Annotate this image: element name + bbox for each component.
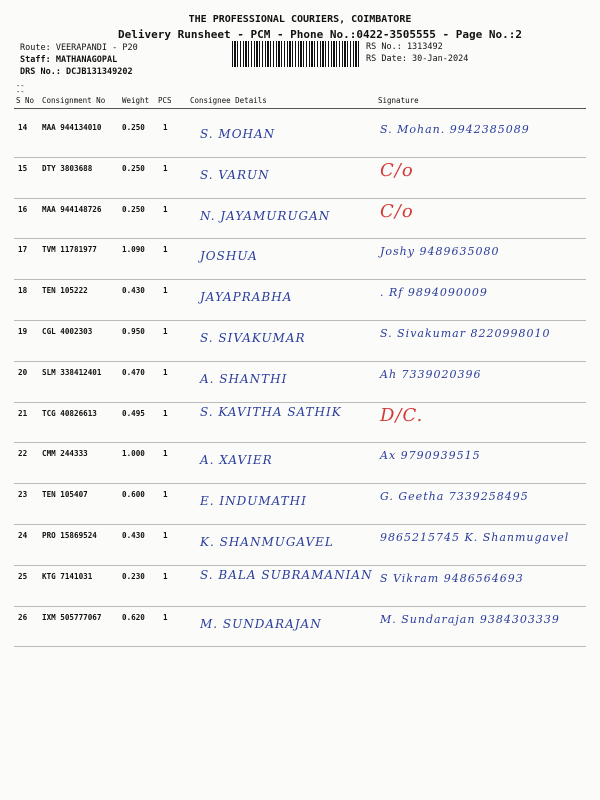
row-signature-handwritten: . Rf 9894090009	[380, 286, 488, 300]
row-consignment: SLM 338412401	[42, 367, 102, 377]
row-weight: 0.950	[122, 327, 145, 336]
col-signature: Signature	[378, 96, 419, 105]
row-weight: 1.090	[122, 245, 145, 255]
col-sno: S No	[16, 96, 35, 105]
row-sno: 24	[18, 531, 28, 540]
row-pcs: 1	[163, 245, 168, 255]
col-pcs: PCS	[158, 96, 172, 105]
route-text: Route: VEERAPANDI - P20	[20, 43, 138, 53]
row-weight: 0.430	[122, 286, 145, 296]
row-consignee-handwritten: N. JAYAMURUGAN	[200, 208, 331, 223]
rs-date: RS Date: 30-Jan-2024	[366, 54, 469, 64]
barcode	[232, 41, 360, 67]
row-pcs: 1	[163, 367, 168, 377]
row-divider	[14, 483, 586, 484]
row-consignee-handwritten: JAYAPRABHA	[200, 290, 293, 305]
row-consignment: TCG 40826613	[42, 408, 97, 418]
runsheet-title: Delivery Runsheet - PCM - Phone No.:0422-3505555 - Page No.:2	[118, 28, 522, 41]
row-divider	[14, 565, 586, 566]
row-sno: 19	[18, 327, 28, 336]
row-signature-handwritten: C/o	[380, 200, 414, 222]
row-signature-handwritten: S. Sivakumar 8220998010	[380, 327, 551, 340]
row-sno: 18	[18, 286, 28, 296]
row-divider	[14, 198, 586, 199]
row-consignment: KTG 7141031	[42, 571, 93, 581]
row-consignment: CMM 244333	[42, 449, 88, 459]
row-consignee-handwritten: A. XAVIER	[200, 453, 273, 468]
row-consignee-handwritten: E. INDUMATHI	[200, 494, 307, 509]
row-signature-handwritten: Joshy 9489635080	[380, 245, 500, 259]
row-consignee-handwritten: S. VARUN	[200, 167, 270, 182]
row-divider	[14, 606, 586, 607]
row-sno: 16	[18, 204, 28, 214]
row-weight: 0.600	[122, 490, 145, 500]
row-divider	[14, 442, 586, 443]
row-weight: 0.250	[122, 204, 145, 214]
row-pcs: 1	[163, 449, 168, 459]
row-pcs: 1	[163, 327, 168, 336]
company-title: THE PROFESSIONAL COURIERS, COIMBATORE	[188, 14, 412, 25]
col-consignment: Consignment No	[42, 96, 106, 105]
row-pcs: 1	[163, 123, 168, 132]
row-weight: 0.250	[122, 163, 145, 173]
row-signature-handwritten: 9865215745 K. Shanmugavel	[380, 531, 570, 544]
row-divider	[14, 320, 586, 321]
row-consignment: TEN 105222	[42, 286, 88, 296]
row-signature-handwritten: G. Geetha 7339258495	[380, 490, 529, 504]
row-consignee-handwritten: JOSHUA	[200, 249, 258, 264]
row-divider	[14, 524, 586, 525]
row-sno: 14	[18, 123, 28, 132]
row-consignee-handwritten: S. MOHAN	[200, 127, 276, 141]
row-weight: 0.430	[122, 531, 145, 540]
row-pcs: 1	[163, 612, 168, 622]
row-consignment: MAA 944134010	[42, 123, 102, 132]
row-signature-handwritten: D/C.	[380, 404, 424, 426]
row-consignee-handwritten: K. SHANMUGAVEL	[200, 535, 334, 549]
row-sno: 23	[18, 490, 28, 500]
row-weight: 0.230	[122, 571, 145, 581]
rs-number: RS No.: 1313492	[366, 42, 443, 52]
row-sno: 15	[18, 163, 28, 173]
col-weight: Weight	[122, 96, 150, 105]
row-weight: 0.495	[122, 408, 145, 418]
row-consignee-handwritten: S. KAVITHA SATHIK	[200, 404, 342, 419]
row-consignment: PRO 15869524	[42, 531, 97, 540]
row-consignment: TEN 105407	[42, 490, 88, 500]
row-signature-handwritten: Ax 9790939515	[380, 449, 481, 463]
header-dashes: --	[16, 82, 25, 90]
drs-number: DRS No.: DCJB131349202	[20, 67, 133, 77]
row-weight: 1.000	[122, 449, 145, 459]
row-divider	[14, 646, 586, 647]
row-consignment: TVM 11781977	[42, 245, 97, 255]
header-rule	[14, 108, 586, 109]
row-sno: 26	[18, 612, 28, 622]
row-consignment: DTY 3803688	[42, 163, 93, 173]
row-weight: 0.620	[122, 612, 145, 622]
col-consignee: Consignee Details	[190, 96, 267, 105]
row-pcs: 1	[163, 531, 168, 540]
row-divider	[14, 279, 586, 280]
row-signature-handwritten: S Vikram 9486564693	[380, 571, 524, 585]
row-signature-handwritten: C/o	[380, 159, 414, 181]
row-sno: 21	[18, 408, 28, 418]
row-pcs: 1	[163, 490, 168, 500]
row-divider	[14, 157, 586, 158]
row-signature-handwritten: S. Mohan. 9942385089	[380, 123, 530, 136]
row-consignment: CGL 4002303	[42, 327, 93, 336]
row-weight: 0.250	[122, 123, 145, 132]
row-sno: 22	[18, 449, 28, 459]
row-pcs: 1	[163, 204, 168, 214]
row-consignment: IXM 505777067	[42, 612, 102, 622]
row-consignee-handwritten: S. BALA SUBRAMANIAN	[200, 567, 373, 582]
row-divider	[14, 361, 586, 362]
row-divider	[14, 238, 586, 239]
row-sno: 20	[18, 367, 28, 377]
row-divider	[14, 402, 586, 403]
row-pcs: 1	[163, 571, 168, 581]
row-pcs: 1	[163, 286, 168, 296]
row-consignee-handwritten: S. SIVAKUMAR	[200, 331, 306, 345]
row-weight: 0.470	[122, 367, 145, 377]
header-dashes-2: --	[16, 88, 25, 96]
staff-text: Staff: MATHANAGOPAL	[20, 55, 118, 65]
row-pcs: 1	[163, 163, 168, 173]
row-consignment: MAA 944148726	[42, 204, 102, 214]
row-sno: 17	[18, 245, 28, 255]
row-sno: 25	[18, 571, 28, 581]
row-signature-handwritten: M. Sundarajan 9384303339	[380, 612, 560, 626]
row-signature-handwritten: Ah 7339020396	[380, 367, 482, 381]
row-pcs: 1	[163, 408, 168, 418]
row-consignee-handwritten: A. SHANTHI	[200, 371, 288, 386]
row-consignee-handwritten: M. SUNDARAJAN	[200, 616, 322, 631]
